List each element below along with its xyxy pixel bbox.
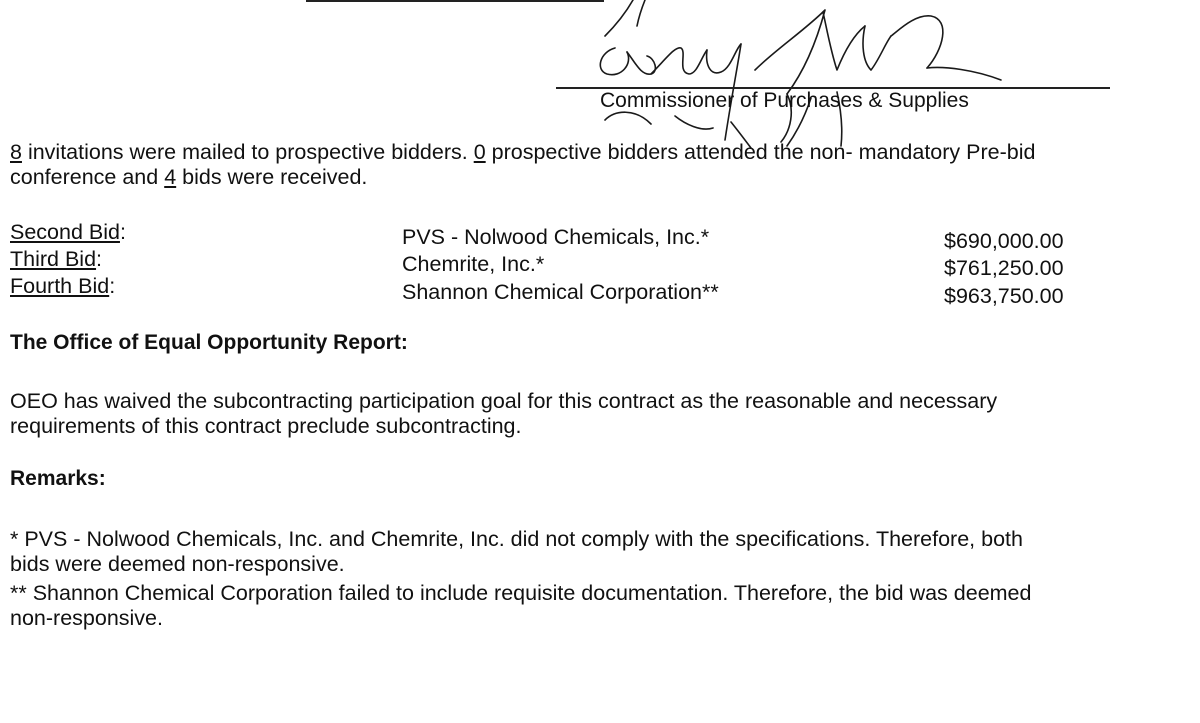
handwritten-signature bbox=[555, 0, 1025, 150]
received-count: 4 bbox=[164, 165, 177, 189]
oeo-paragraph: OEO has waived the subcontracting participation goal for this contract as the reasonable and necessary requirements of this contract preclude subcontracting. bbox=[10, 389, 998, 438]
mailed-count: 8 bbox=[10, 140, 22, 164]
remarks-paragraph-1: * PVS - Nolwood Chemicals, Inc. and Chemrite, Inc. did not comply with the specifications. Therefore, both bids were deemed non-responsive. bbox=[10, 527, 1023, 576]
attended-count: 0 bbox=[473, 140, 486, 164]
bid-company-fourth: Shannon Chemical Corporation** bbox=[402, 280, 719, 304]
bid-label-third: Third Bid: bbox=[10, 247, 103, 271]
invitations-line-2: conference and 4 bids were received. bbox=[10, 165, 368, 189]
invitations-line-1: 8 invitations were mailed to prospective bidders. 0 prospective bidders attended the non- mandatory Pre-bid bbox=[10, 140, 1036, 164]
bid-label-second: Second Bid: bbox=[10, 220, 126, 244]
invitations-paragraph bbox=[10, 140, 1035, 190]
remarks-paragraph-2: ** Shannon Chemical Corporation failed to include requisite documentation. Therefore, the bid was deemed non-responsive. bbox=[10, 581, 1032, 630]
bid-amount-second: $690,000.00 bbox=[944, 229, 1064, 253]
bid-company-second: PVS - Nolwood Chemicals, Inc.* bbox=[402, 225, 710, 249]
signature-caption: Commissioner of Purchases & Supplies bbox=[600, 89, 969, 112]
bid-amount-third: $761,250.00 bbox=[944, 256, 1064, 280]
bid-amount-fourth: $963,750.00 bbox=[944, 284, 1064, 308]
bid-company-third: Chemrite, Inc.* bbox=[402, 252, 545, 276]
remarks-heading: Remarks: bbox=[10, 467, 106, 490]
bid-label-fourth: Fourth Bid: bbox=[10, 274, 116, 298]
oeo-heading: The Office of Equal Opportunity Report: bbox=[10, 331, 408, 354]
